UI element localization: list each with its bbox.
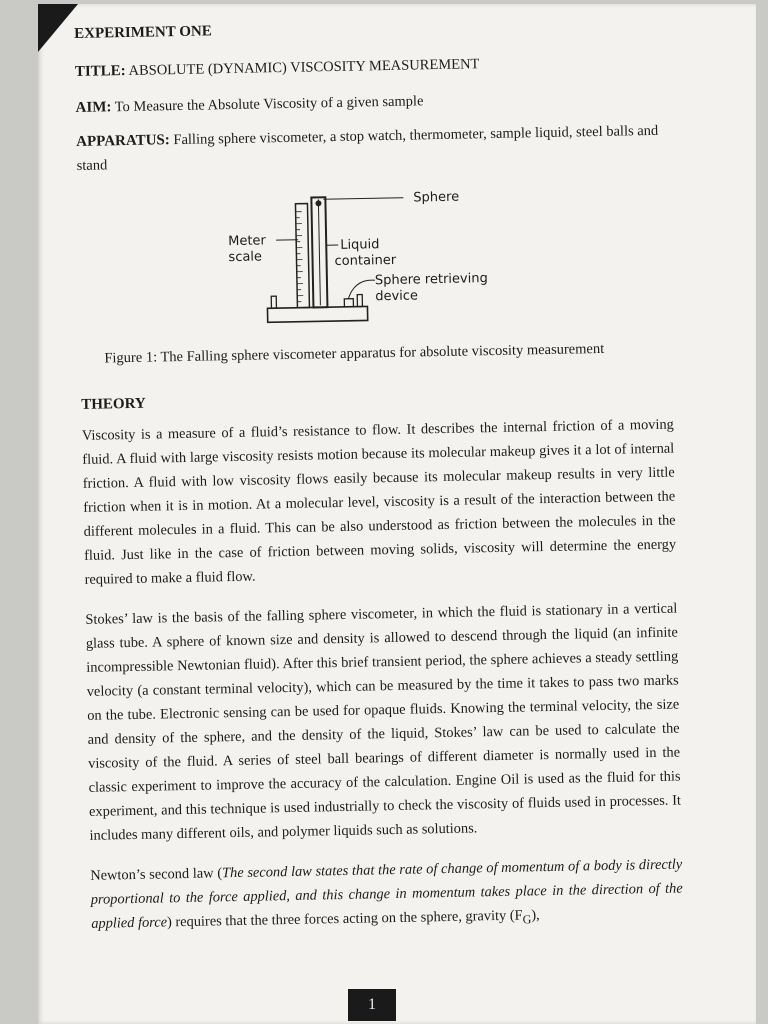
page-corner-shadow <box>38 4 78 52</box>
figure-caption: Figure 1: The Falling sphere viscometer apparatus for absolute viscosity measurement <box>104 340 605 366</box>
newton-italic: The second law states that the rate of change of momentum of a body is directly proportional to the force applied, and this change in momentum takes place in the direction of the applied force <box>90 856 683 933</box>
stand-foot-right <box>357 295 362 307</box>
document-page <box>38 4 756 1024</box>
label-sphere: Sphere <box>413 189 460 206</box>
label-device: device <box>375 288 419 305</box>
retrieving-device-body <box>344 299 353 307</box>
newton-end: ) requires that the three forces acting on the sphere, gravity (F <box>166 907 523 931</box>
paragraph-viscosity: Viscosity is a measure of a fluid’s resistance to flow. It describes the internal friction of a moving fluid. A fluid with large viscosity resists motion because its molecular makeup gives it a lot of internal friction. A fluid with low viscosity flows easily because its molecular makeup results in very little friction when it is in motion. At a molecular level, viscosity is a result of the interaction between the different molecules in a fluid. This can be also understood as friction between the molecules in the fluid. Just like in the case of friction between moving solids, viscosity will determine the energy required to make a fluid flow. <box>81 416 677 589</box>
theory-heading: THEORY <box>81 395 146 413</box>
paragraph-stokes-law: Stokes’ law is the basis of the falling sphere viscometer, in which the fluid is stationary in a vertical glass tube. A sphere of known size and density is allowed to descend through the liquid (an infinite incompressible Newtonian fluid). After this brief transient period, the sphere achieves a steady settling velocity (a constant terminal velocity), which can be measured by the time it takes to pass two marks on the tube. Electronic sensing can be used for opaque fluids. Knowing the terminal velocity, the size and density of the sphere, and the density of the liquid, Stokes’ law can be used to calculate the viscosity of the fluid. A series of steel ball bearings of different diameter is normally used in the classic experiment to improve the accuracy of the calculation. Engine Oil is used as the fluid for this experiment, and this technique is used industrially to check the viscosity of fluids used in processes. It includes many different oils, and polymer liquids such as solutions. <box>85 600 682 845</box>
viscometer-figure <box>227 163 560 339</box>
apparatus-label: APPARATUS: <box>76 132 170 150</box>
sphere-leader <box>323 198 403 200</box>
label-scale: scale <box>228 249 263 266</box>
paragraph-newton <box>90 853 683 940</box>
newton-sub: G <box>522 912 532 927</box>
aim-label: AIM: <box>75 99 112 116</box>
label-liquid: Liquid <box>340 237 380 253</box>
stand-base <box>267 306 367 322</box>
title-text: ABSOLUTE (DYNAMIC) VISCOSITY MEASUREMENT <box>125 56 480 80</box>
label-sphere-retrieving: Sphere retrieving <box>374 271 488 289</box>
newton-tail: ), <box>531 907 540 924</box>
aim-text: To Measure the Absolute Viscosity of a given sample <box>111 93 424 116</box>
sphere-ball <box>315 200 321 206</box>
experiment-heading: EXPERIMENT ONE <box>74 23 212 42</box>
title-line <box>75 56 480 81</box>
apparatus-text: Falling sphere viscometer, a stop watch, thermometer, sample liquid, steel balls and stand <box>76 122 659 174</box>
page-number: 1 <box>348 989 396 1021</box>
label-meter: Meter <box>228 233 266 250</box>
newton-start: Newton’s second law ( <box>90 865 223 885</box>
title-label: TITLE: <box>74 63 126 80</box>
stand-foot-left <box>271 296 276 308</box>
page-content <box>74 14 683 933</box>
tube-inner-line <box>318 199 320 305</box>
label-container: container <box>334 252 397 270</box>
aim-line <box>75 93 423 117</box>
meter-scale <box>295 204 309 308</box>
